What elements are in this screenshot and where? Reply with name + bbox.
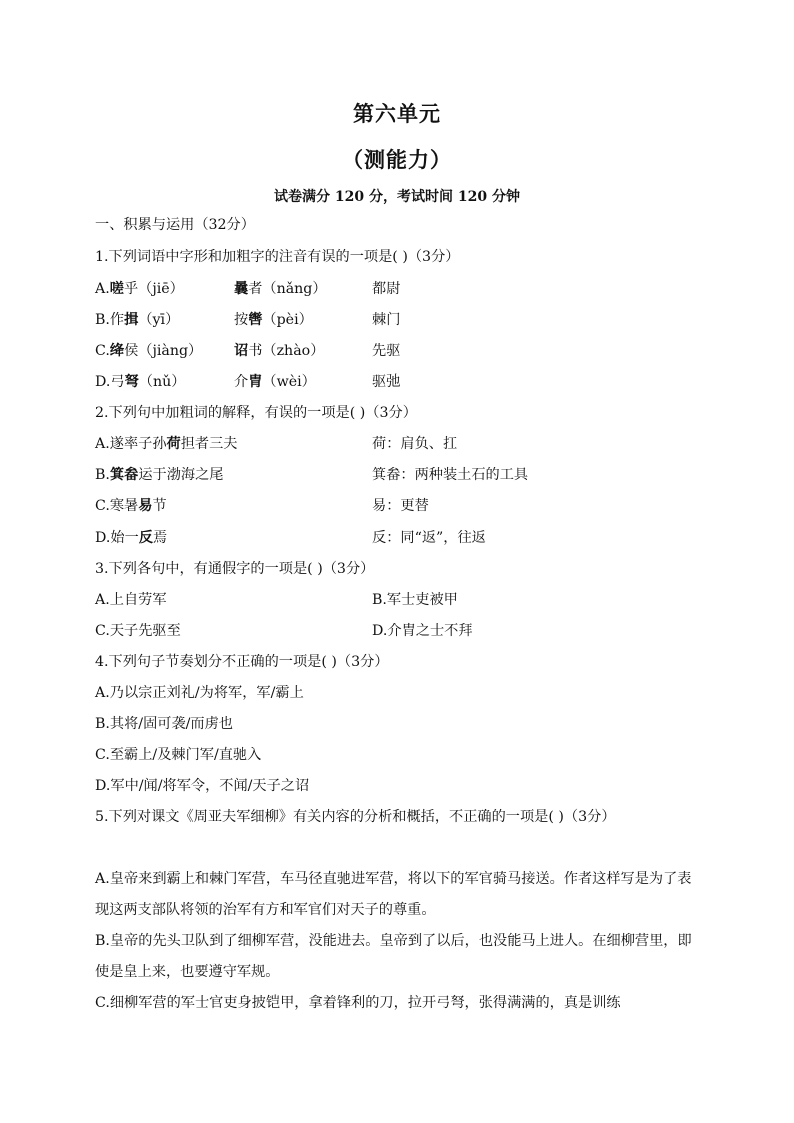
q3-option-b: B.军士吏被甲	[372, 592, 458, 608]
q3-option-a: A.上自劳军	[95, 592, 167, 608]
q5-option-b: B.皇帝的先头卫队到了细柳军营，没能进去。皇帝到了以后，也没能马上进人。在细柳营里，即使是皇上来，也要遵守军规。	[95, 933, 692, 980]
q5-option-a: A.皇帝来到霸上和棘门军营，车马径直驰进军营，将以下的军官骑马接送。作者这样写是为了表现这两支部队将领的治军有方和军官们对天子的尊重。	[95, 871, 692, 918]
q1-option-d-word2: 介胄（wèi）	[234, 374, 316, 390]
q4-option-b: B.其将/固可袭/而虏也	[95, 716, 233, 732]
q1-option-a-word3: 都尉	[372, 281, 401, 297]
q4-option-c: C.至霸上/及棘门军/直驰入	[95, 747, 262, 763]
q1-option-a-word2: 曩者（nǎng）	[234, 281, 327, 297]
q2-option-a-gloss: 荷：肩负、扛	[372, 436, 458, 452]
q4-option-d: D.军中/闻/将军令，不闻/天子之诏	[95, 778, 310, 794]
q2-option-d-gloss: 反：同“返”，往返	[372, 530, 486, 546]
q1-option-b-word2: 按辔（pèi）	[234, 312, 313, 328]
question-4-stem: 4.下列句子节奏划分不正确的一项是( )（3分）	[95, 654, 389, 670]
question-2-stem: 2.下列句中加粗词的解释，有误的一项是( )（3分）	[95, 405, 417, 421]
question-3-stem: 3.下列各句中，有通假字的一项是( )（3分）	[95, 561, 375, 577]
question-1-stem: 1.下列词语中字形和加粗字的注音有误的一项是( )（3分）	[95, 249, 460, 265]
q2-option-a: A.遂率子孙荷担者三夫	[95, 436, 238, 452]
q3-option-c: C.天子先驱至	[95, 623, 181, 639]
q3-option-d: D.介胄之士不拜	[372, 623, 473, 639]
q2-option-d: D.始一反焉	[95, 530, 168, 546]
question-5-stem: 5.下列对课文《周亚夫军细柳》有关内容的分析和概括，不正确的一项是( )（3分）	[95, 809, 616, 825]
q1-option-d-word3: 驱弛	[372, 374, 401, 390]
page-title: 第六单元	[353, 101, 441, 126]
q2-option-c-gloss: 易：更替	[372, 498, 429, 514]
q1-option-c-word2: 诏书（zhào）	[234, 343, 325, 359]
q1-option-b-word3: 棘门	[372, 312, 401, 328]
q1-option-b: B.作揖（yī）	[95, 312, 180, 328]
q2-option-c: C.寒暑易节	[95, 498, 167, 514]
section-heading: 一、积累与运用（32分）	[95, 217, 255, 233]
q2-option-b-gloss: 箕畚：两种装土石的工具	[372, 467, 529, 483]
q2-option-b: B.箕畚运于渤海之尾	[95, 467, 224, 483]
q1-option-c: C.绛侯（jiàng）	[95, 343, 203, 359]
q1-option-d: D.弓弩（nǔ）	[95, 374, 186, 390]
exam-info: 试卷满分 120 分，考试时间 120 分钟	[274, 189, 520, 205]
q1-option-c-word3: 先驱	[372, 343, 401, 359]
page-subtitle: （测能力）	[342, 147, 452, 172]
q5-option-c: C.细柳军营的军士官吏身披铠甲，拿着锋利的刀，拉开弓弩，张得满满的，真是训练	[95, 995, 621, 1011]
q4-option-a: A.乃以宗正刘礼/为将军，军/霸上	[95, 685, 304, 701]
q1-option-a: A.嗟乎（jiē）	[95, 281, 184, 297]
